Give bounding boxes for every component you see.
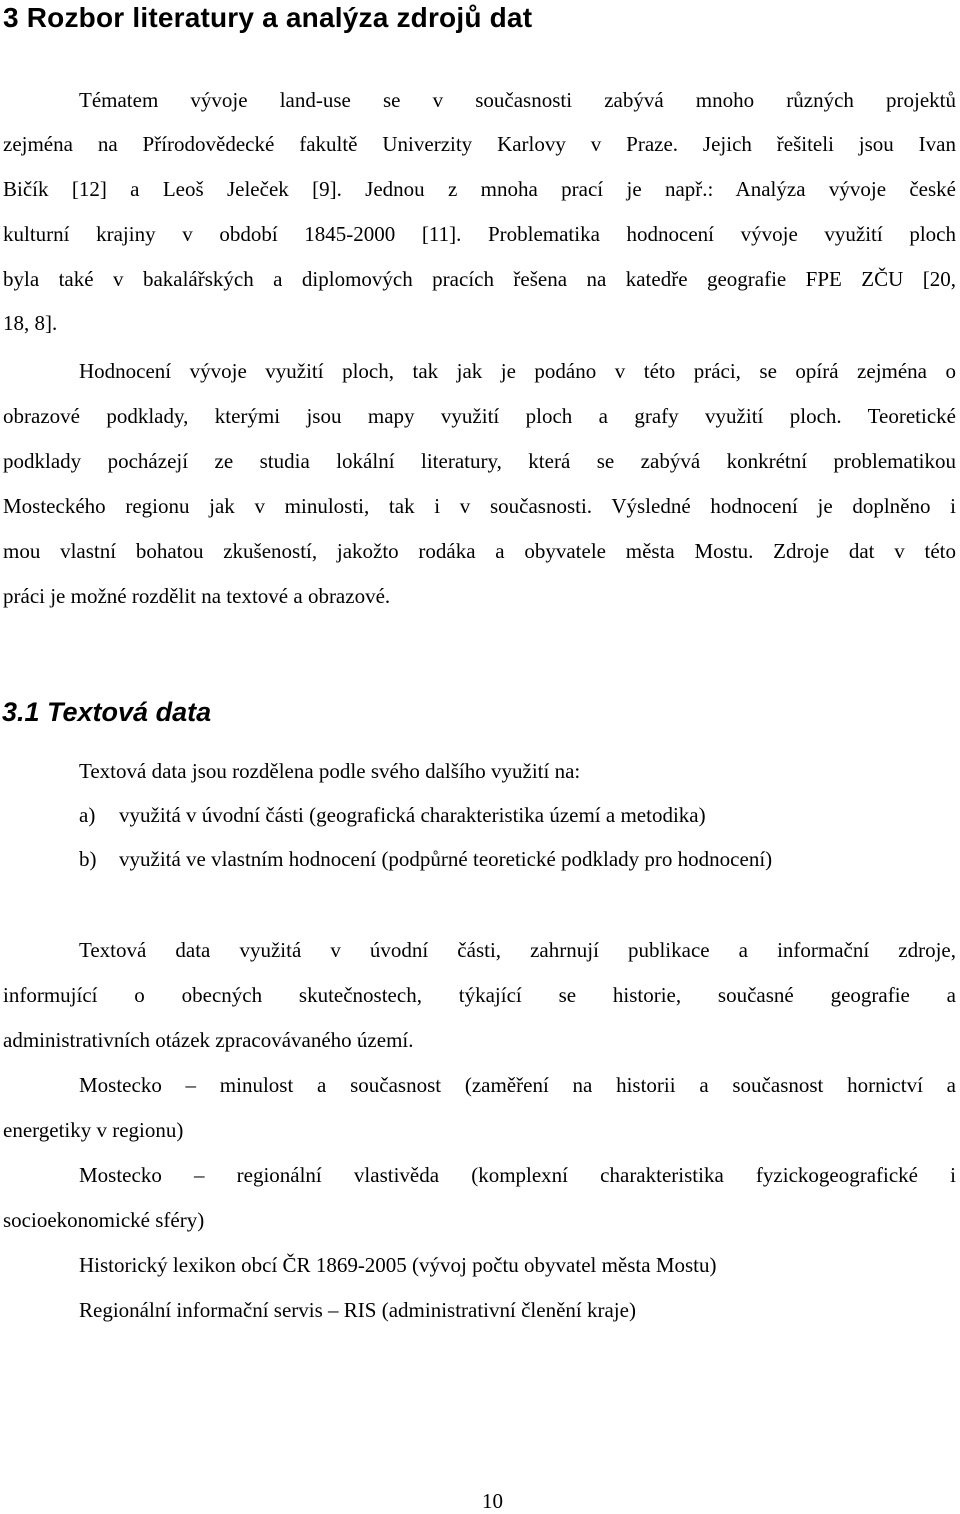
intro-line-4: kulturní krajiny v období 1845-2000 [11]. Problematika hodnocení vývoje využití ploch bbox=[3, 222, 956, 246]
chapter-heading: 3 Rozbor literatury a analýza zdrojů dat bbox=[3, 2, 533, 33]
para2-line-6: práci je možné rozdělit na textové a obrazové. bbox=[3, 584, 391, 608]
intro-line-6: 18, 8]. bbox=[3, 311, 58, 335]
para2-line-3: podklady pocházejí ze studia lokální literatury, která se zabývá konkrétní problematikou bbox=[3, 449, 956, 473]
para2-line-2: obrazové podklady, kterými jsou mapy využití ploch a grafy využití ploch. Teoretické bbox=[3, 404, 956, 428]
source2-line-2: socioekonomické sféry) bbox=[3, 1208, 205, 1232]
list-text: využitá ve vlastním hodnocení (podpůrné teoretické podklady pro hodnocení) bbox=[119, 847, 773, 871]
page-number: 10 bbox=[482, 1489, 503, 1513]
para3-line-1: Textová data využitá v úvodní části, zahrnují publikace a informační zdroje, bbox=[79, 938, 956, 962]
source4: Regionální informační servis – RIS (administrativní členění kraje) bbox=[79, 1298, 636, 1322]
section-heading: 3.1 Textová data bbox=[2, 697, 212, 727]
list-marker: b) bbox=[79, 847, 97, 871]
para2-line-1: Hodnocení vývoje využití ploch, tak jak je podáno v této práci, se opírá zejména o bbox=[79, 359, 956, 383]
intro-line-3: Bičík [12] a Leoš Jeleček [9]. Jednou z mnoha prací je např.: Analýza vývoje české bbox=[3, 177, 956, 201]
para3-line-3: administrativních otázek zpracovávaného území. bbox=[3, 1028, 414, 1052]
sub-intro: Textová data jsou rozdělena podle svého dalšího využití na: bbox=[79, 759, 581, 783]
intro-line-5: byla také v bakalářských a diplomových pracích řešena na katedře geografie FPE ZČU [20, bbox=[3, 267, 956, 291]
source1-line-1: Mostecko – minulost a současnost (zaměření na historii a současnost hornictví a bbox=[79, 1073, 956, 1097]
para2-line-4: Mosteckého regionu jak v minulosti, tak i v současnosti. Výsledné hodnocení je doplněno i bbox=[3, 494, 956, 518]
para2-line-5: mou vlastní bohatou zkušeností, jakožto rodáka a obyvatele města Mostu. Zdroje dat v této bbox=[3, 539, 956, 563]
list-text: využitá v úvodní části (geografická charakteristika území a metodika) bbox=[119, 803, 706, 827]
intro-line-1: Tématem vývoje land-use se v současnosti zabývá mnoho různých projektů bbox=[79, 88, 956, 112]
list-marker: a) bbox=[79, 803, 96, 827]
source1-line-2: energetiky v regionu) bbox=[3, 1118, 184, 1142]
list-item bbox=[79, 846, 772, 872]
source3: Historický lexikon obcí ČR 1869-2005 (vývoj počtu obyvatel města Mostu) bbox=[79, 1253, 717, 1277]
para3-line-2: informující o obecných skutečnostech, týkající se historie, současné geografie a bbox=[3, 983, 956, 1007]
source2-line-1: Mostecko – regionální vlastivěda (komplexní charakteristika fyzickogeografické i bbox=[79, 1163, 956, 1187]
list-item bbox=[79, 802, 706, 828]
intro-line-2: zejména na Přírodovědecké fakultě Univerzity Karlovy v Praze. Jejich řešiteli jsou Ivan bbox=[3, 132, 956, 156]
